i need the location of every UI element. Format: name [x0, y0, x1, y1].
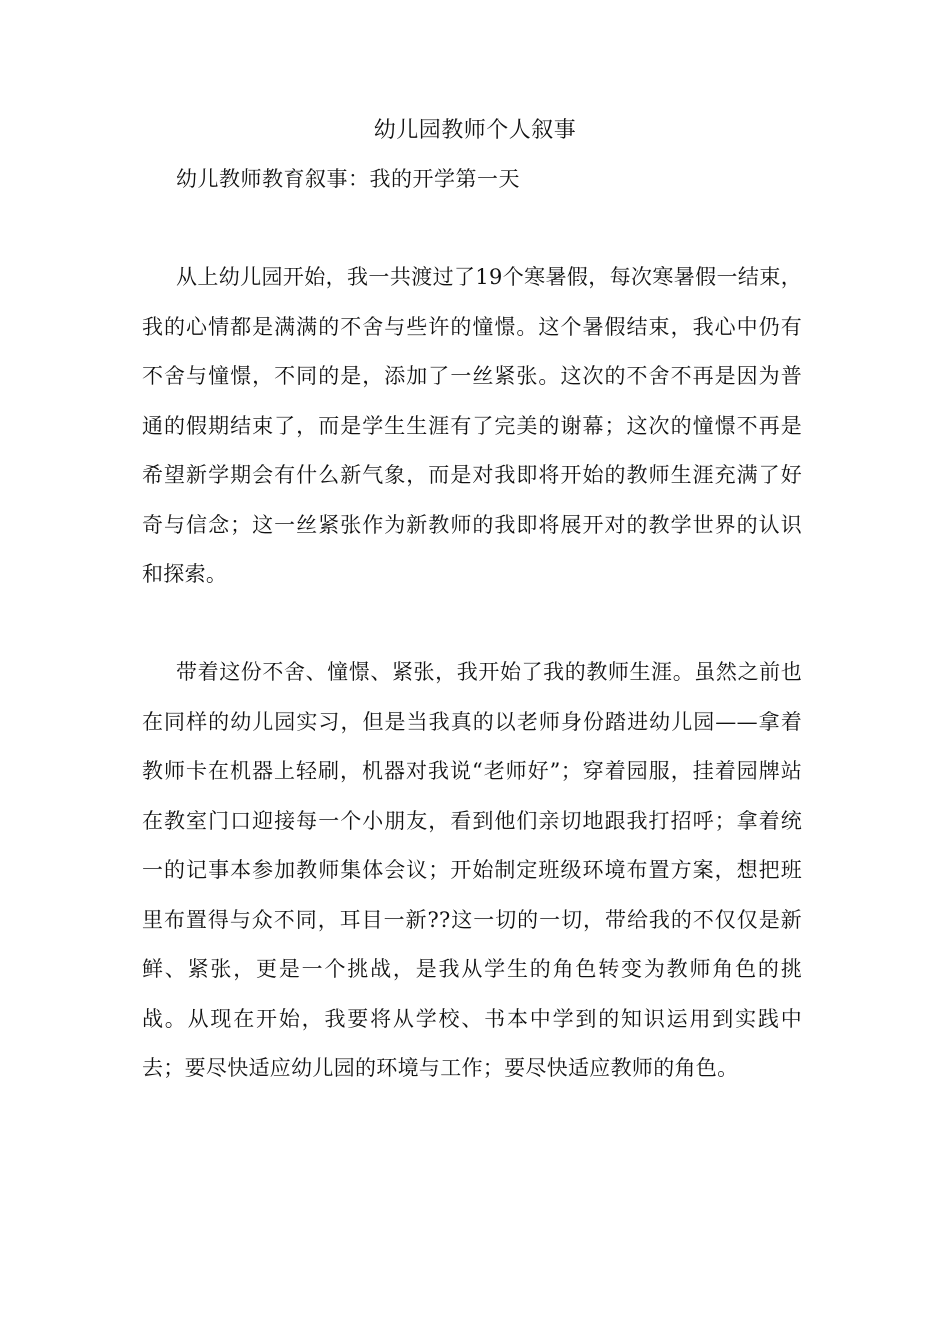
body-paragraph-2: 带着这份不舍、憧憬、紧张，我开始了我的教师生涯。虽然之前也在同样的幼儿园实习，但是当我真的以老师身份踏进幼儿园——拿着教师卡在机器上轻刷，机器对我说“老师好”；穿着园服，挂着园牌站在教室门口迎接每一个小朋友，看到他们亲切地跟我打招呼；拿着统一的记事本参加教师集体会议；开始制定班级环境布置方案，想把班里布置得与众不同，耳目一新??这一切的一切，带给我的不仅仅是新鲜、紧张，更是一个挑战，是我从学生的角色转变为教师角色的挑战。从现在开始，我要将从学校、书本中学到的知识运用到实践中去；要尽快适应幼儿园的环境与工作；要尽快适应教师的角色。	[142, 660, 802, 1080]
document-subtitle: 幼儿教师教育叙事：我的开学第一天	[176, 167, 520, 191]
document-title: 幼儿园教师个人叙事	[373, 118, 577, 143]
body-paragraph-1: 从上幼儿园开始，我一共渡过了19个寒暑假，每次寒暑假一结束，我的心情都是满满的不舍与些许的憧憬。这个暑假结束，我心中仍有不舍与憧憬，不同的是，添加了一丝紧张。这次的不舍不再是因为普通的假期结束了，而是学生生涯有了完美的谢幕；这次的憧憬不再是希望新学期会有什么新气象，而是对我即将开始的教师生涯充满了好奇与信念；这一丝紧张作为新教师的我即将展开对的教学世界的认识和探索。	[142, 265, 802, 586]
